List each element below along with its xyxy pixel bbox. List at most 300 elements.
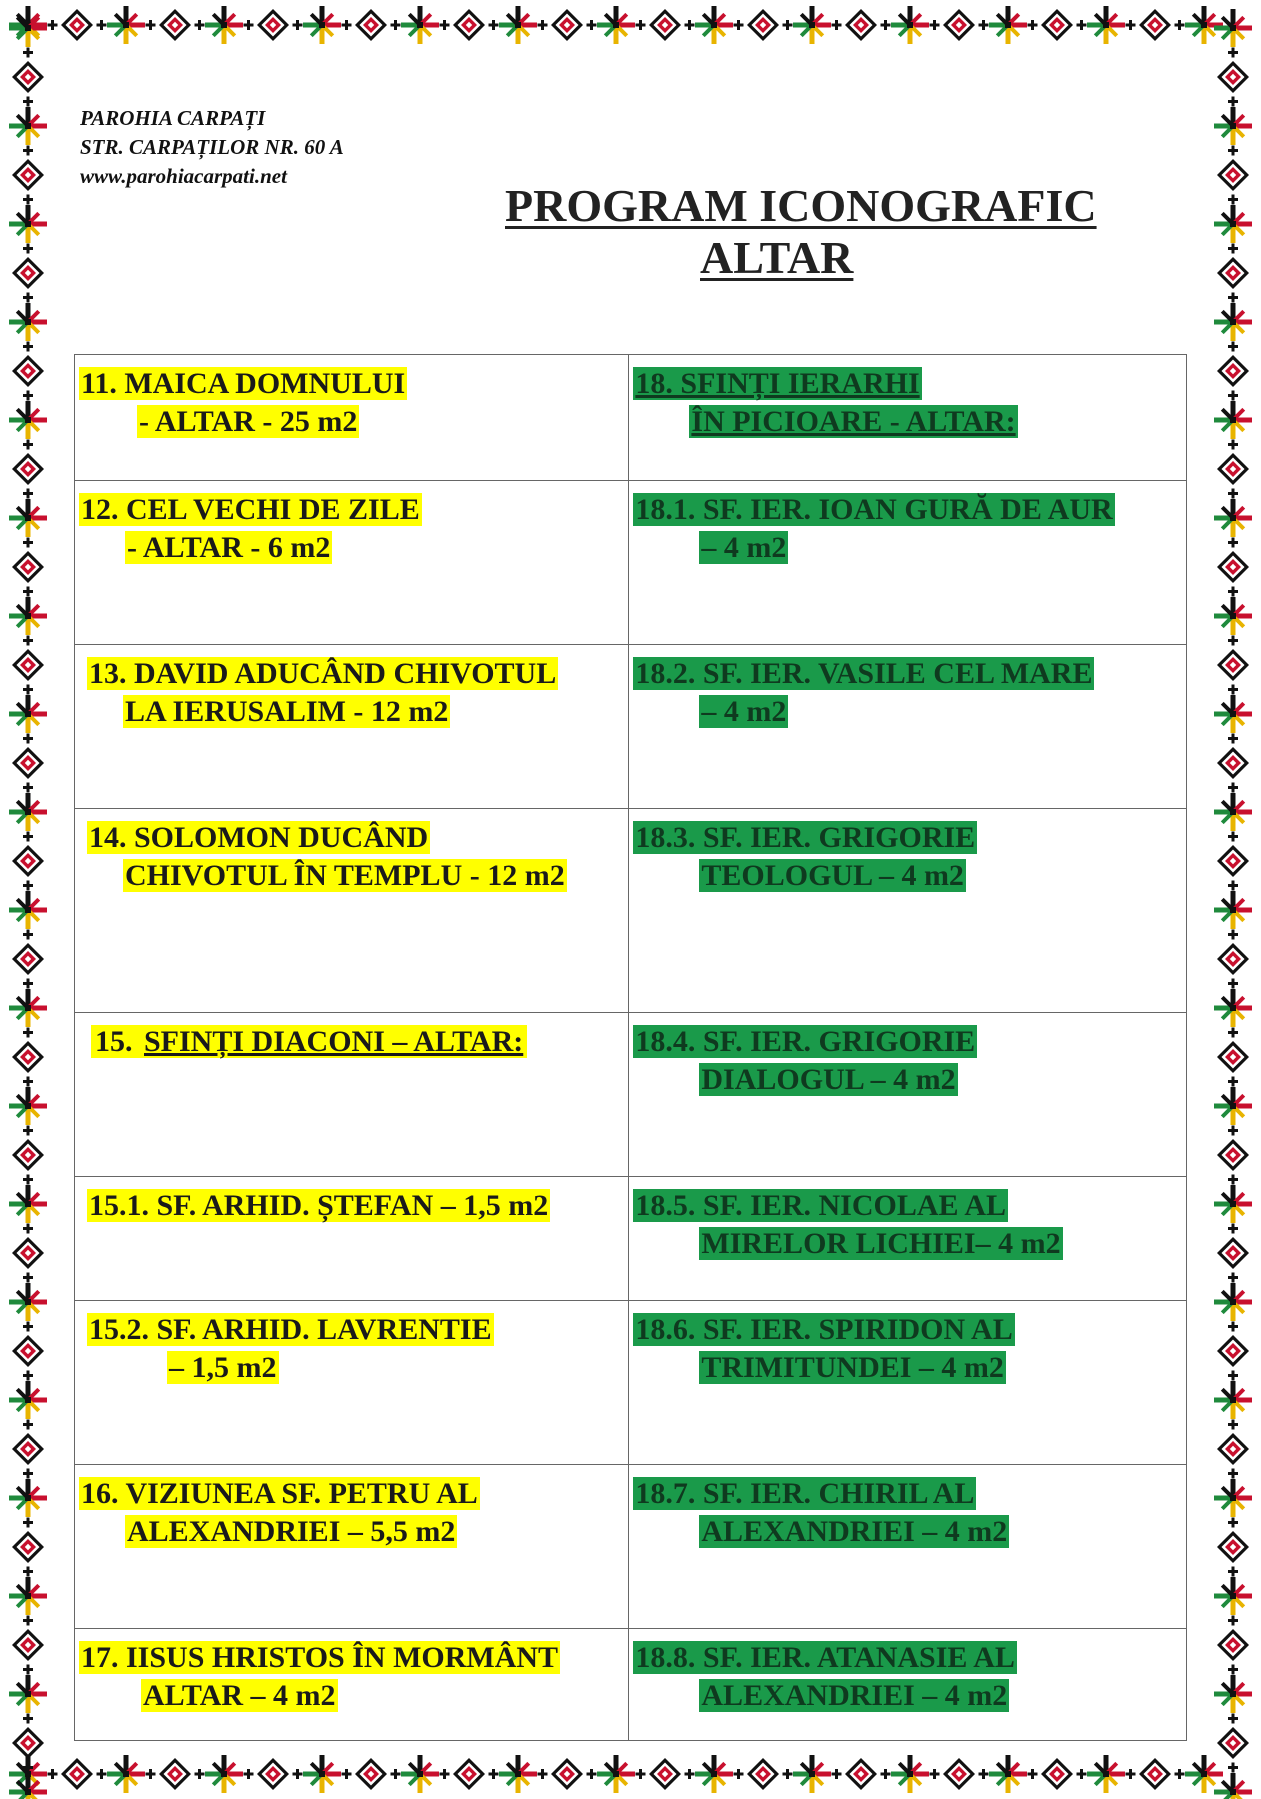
- cross-motif: [1228, 979, 1238, 989]
- diamond-motif: [1217, 551, 1249, 583]
- cross-motif: [1228, 783, 1238, 793]
- diamond-motif: [1139, 9, 1171, 41]
- item-text: TRIMITUNDEI – 4 m2: [701, 1351, 1004, 1384]
- star-motif: [9, 205, 47, 243]
- star-motif: [9, 1773, 47, 1799]
- cross-motif: [489, 1769, 499, 1779]
- star-motif: [695, 1755, 733, 1793]
- right-cell: [629, 355, 1187, 481]
- star-motif: [793, 6, 831, 44]
- cross-motif: [1228, 1371, 1238, 1381]
- diamond-motif: [1217, 1531, 1249, 1563]
- cross-motif: [1228, 489, 1238, 499]
- cross-motif: [23, 1224, 33, 1234]
- diamond-motif: [257, 9, 289, 41]
- cross-motif: [1228, 1273, 1238, 1283]
- item-text: TEOLOGUL – 4 m2: [701, 859, 964, 892]
- diamond-motif: [12, 845, 44, 877]
- star-motif: [891, 6, 929, 44]
- cross-motif: [979, 20, 989, 30]
- right-cell: [629, 1013, 1187, 1177]
- left-cell: [75, 1177, 629, 1301]
- cross-motif: [1228, 1763, 1238, 1773]
- diamond-motif: [12, 1531, 44, 1563]
- star-motif: [1087, 6, 1125, 44]
- cross-motif: [881, 1769, 891, 1779]
- right-cell: [629, 1177, 1187, 1301]
- table-row: [75, 1013, 1187, 1177]
- cross-motif: [587, 20, 597, 30]
- star-motif: [9, 1381, 47, 1419]
- left-cell: [75, 1301, 629, 1465]
- diamond-motif: [355, 9, 387, 41]
- item-text: 18.8. SF. IER. ATANASIE AL: [635, 1641, 1015, 1674]
- cross-motif: [195, 20, 205, 30]
- cross-motif: [1228, 587, 1238, 597]
- cross-motif: [23, 1126, 33, 1136]
- cross-motif: [1228, 1714, 1238, 1724]
- star-motif: [205, 6, 243, 44]
- star-motif: [9, 107, 47, 145]
- cross-motif: [1228, 195, 1238, 205]
- cross-motif: [23, 1567, 33, 1577]
- diamond-motif: [551, 9, 583, 41]
- folk-border-left: [0, 0, 56, 1799]
- diamond-motif: [61, 1758, 93, 1790]
- cross-motif: [1228, 342, 1238, 352]
- cross-motif: [23, 1616, 33, 1626]
- star-motif: [9, 1479, 47, 1517]
- cross-motif: [1228, 1322, 1238, 1332]
- cross-motif: [685, 20, 695, 30]
- cross-motif: [23, 1175, 33, 1185]
- cross-motif: [1228, 48, 1238, 58]
- item-text: – 4 m2: [701, 695, 787, 728]
- item-text: 15.1. SF. ARHID. ȘTEFAN – 1,5 m2: [89, 1189, 549, 1222]
- star-motif: [1214, 891, 1252, 929]
- item-text: 15.2. SF. ARHID. LAVRENTIE: [89, 1313, 492, 1346]
- left-cell: [75, 481, 629, 645]
- star-motif: [1214, 1479, 1252, 1517]
- diamond-motif: [1217, 61, 1249, 93]
- table-row: [75, 645, 1187, 809]
- title-line-2: ALTAR: [700, 232, 854, 283]
- cross-motif: [1228, 1665, 1238, 1675]
- diamond-motif: [1139, 1758, 1171, 1790]
- cross-motif: [636, 20, 646, 30]
- cross-motif: [23, 1371, 33, 1381]
- cross-motif: [440, 1769, 450, 1779]
- star-motif: [9, 891, 47, 929]
- star-motif: [401, 6, 439, 44]
- cross-motif: [23, 685, 33, 695]
- star-motif: [989, 1755, 1027, 1793]
- cross-motif: [1228, 146, 1238, 156]
- star-motif: [107, 1755, 145, 1793]
- right-cell: [629, 645, 1187, 809]
- cross-motif: [1126, 1769, 1136, 1779]
- title-line-1: PROGRAM ICONOGRAFIC: [505, 180, 1097, 231]
- cross-motif: [636, 1769, 646, 1779]
- star-motif: [9, 695, 47, 733]
- diamond-motif: [943, 9, 975, 41]
- cross-motif: [23, 489, 33, 499]
- diamond-motif: [1217, 159, 1249, 191]
- diamond-motif: [12, 1335, 44, 1367]
- cross-motif: [23, 440, 33, 450]
- star-motif: [1214, 1087, 1252, 1125]
- item-text: ALEXANDRIEI – 4 m2: [701, 1515, 1008, 1548]
- cross-motif: [930, 20, 940, 30]
- diamond-motif: [1041, 9, 1073, 41]
- diamond-motif: [845, 1758, 877, 1790]
- diamond-motif: [257, 1758, 289, 1790]
- left-cell: [75, 1013, 629, 1177]
- star-motif: [401, 1755, 439, 1793]
- star-motif: [9, 9, 47, 47]
- folk-border-right: [1205, 0, 1261, 1799]
- cross-motif: [1077, 1769, 1087, 1779]
- cross-motif: [1228, 1616, 1238, 1626]
- right-cell: [629, 1465, 1187, 1629]
- star-motif: [1214, 793, 1252, 831]
- cross-motif: [23, 930, 33, 940]
- cross-motif: [23, 97, 33, 107]
- diamond-motif: [649, 1758, 681, 1790]
- diamond-motif: [845, 9, 877, 41]
- cross-motif: [195, 1769, 205, 1779]
- cross-motif: [930, 1769, 940, 1779]
- item-text: 18.4. SF. IER. GRIGORIE: [635, 1025, 976, 1058]
- diamond-motif: [1217, 1629, 1249, 1661]
- item-text: MIRELOR LICHIEI– 4 m2: [701, 1227, 1061, 1260]
- parish-name: PAROHIA CARPAȚI: [80, 106, 266, 130]
- item-text: 18.3. SF. IER. GRIGORIE: [635, 821, 976, 854]
- diamond-motif: [1217, 943, 1249, 975]
- right-cell: [629, 1301, 1187, 1465]
- diamond-motif: [12, 159, 44, 191]
- cross-motif: [293, 1769, 303, 1779]
- cross-motif: [146, 20, 156, 30]
- item-number: 15.: [95, 1025, 133, 1058]
- diamond-motif: [1217, 1727, 1249, 1759]
- item-text: 12. CEL VECHI DE ZILE: [81, 493, 420, 526]
- diamond-motif: [12, 1433, 44, 1465]
- cross-motif: [1228, 293, 1238, 303]
- diamond-motif: [1217, 1041, 1249, 1073]
- cross-motif: [23, 1322, 33, 1332]
- diamond-motif: [1217, 649, 1249, 681]
- cross-motif: [23, 1469, 33, 1479]
- cross-motif: [342, 20, 352, 30]
- table-row: [75, 1301, 1187, 1465]
- star-motif: [9, 1185, 47, 1223]
- star-motif: [1214, 107, 1252, 145]
- cross-motif: [23, 195, 33, 205]
- star-motif: [1214, 1577, 1252, 1615]
- item-text: 13. DAVID ADUCÂND CHIVOTUL: [89, 657, 557, 690]
- item-text: – 1,5 m2: [169, 1351, 277, 1384]
- star-motif: [793, 1755, 831, 1793]
- diamond-motif: [12, 355, 44, 387]
- cross-motif: [1228, 538, 1238, 548]
- table-row: [75, 1629, 1187, 1741]
- star-motif: [597, 1755, 635, 1793]
- cross-motif: [1228, 881, 1238, 891]
- cross-motif: [1228, 1567, 1238, 1577]
- cross-motif: [1077, 20, 1087, 30]
- star-motif: [303, 1755, 341, 1793]
- right-cell: [629, 481, 1187, 645]
- star-motif: [499, 6, 537, 44]
- table-row: [75, 809, 1187, 1013]
- cross-motif: [1228, 391, 1238, 401]
- star-motif: [1214, 303, 1252, 341]
- left-cell: [75, 355, 629, 481]
- star-motif: [9, 989, 47, 1027]
- cross-motif: [1228, 97, 1238, 107]
- left-cell: [75, 1465, 629, 1629]
- cross-motif: [440, 20, 450, 30]
- diamond-motif: [12, 257, 44, 289]
- star-motif: [9, 401, 47, 439]
- cross-motif: [23, 783, 33, 793]
- item-text: DIALOGUL – 4 m2: [701, 1063, 956, 1096]
- diamond-motif: [12, 747, 44, 779]
- cross-motif: [23, 734, 33, 744]
- cross-motif: [23, 1518, 33, 1528]
- diamond-motif: [12, 551, 44, 583]
- star-motif: [9, 597, 47, 635]
- cross-motif: [783, 1769, 793, 1779]
- diamond-motif: [12, 943, 44, 975]
- cross-motif: [538, 20, 548, 30]
- cross-motif: [244, 1769, 254, 1779]
- diamond-motif: [12, 1041, 44, 1073]
- star-motif: [1214, 401, 1252, 439]
- diamond-motif: [453, 1758, 485, 1790]
- cross-motif: [244, 20, 254, 30]
- item-text: 18.2. SF. IER. VASILE CEL MARE: [635, 657, 1093, 690]
- star-motif: [9, 499, 47, 537]
- table-row: [75, 355, 1187, 481]
- item-text: ÎN PICIOARE - ALTAR:: [691, 405, 1016, 438]
- item-text: ALTAR – 4 m2: [143, 1679, 336, 1712]
- table-row: [75, 1177, 1187, 1301]
- right-cell: [629, 1629, 1187, 1741]
- star-motif: [1214, 1773, 1252, 1799]
- table-row: [75, 481, 1187, 645]
- diamond-motif: [1217, 747, 1249, 779]
- star-motif: [9, 793, 47, 831]
- item-text: – 4 m2: [701, 531, 787, 564]
- item-text: ALEXANDRIEI – 5,5 m2: [127, 1515, 456, 1548]
- diamond-motif: [1217, 355, 1249, 387]
- cross-motif: [23, 1273, 33, 1283]
- cross-motif: [23, 832, 33, 842]
- cross-motif: [23, 538, 33, 548]
- cross-motif: [881, 20, 891, 30]
- star-motif: [9, 1087, 47, 1125]
- star-motif: [891, 1755, 929, 1793]
- cross-motif: [23, 1420, 33, 1430]
- right-cell: [629, 809, 1187, 1013]
- diamond-motif: [1217, 257, 1249, 289]
- left-cell: [75, 1629, 629, 1741]
- item-text: [91, 1025, 527, 1058]
- diamond-motif: [12, 1727, 44, 1759]
- cross-motif: [1228, 734, 1238, 744]
- star-motif: [989, 6, 1027, 44]
- star-motif: [695, 6, 733, 44]
- cross-motif: [23, 636, 33, 646]
- cross-motif: [734, 1769, 744, 1779]
- item-text: - ALTAR - 25 m2: [139, 405, 358, 438]
- cross-motif: [23, 1714, 33, 1724]
- cross-motif: [97, 20, 107, 30]
- item-text: 16. VIZIUNEA SF. PETRU AL: [81, 1477, 478, 1510]
- diamond-motif: [747, 1758, 779, 1790]
- cross-motif: [1228, 1028, 1238, 1038]
- star-motif: [1087, 1755, 1125, 1793]
- diamond-motif: [943, 1758, 975, 1790]
- star-motif: [205, 1755, 243, 1793]
- cross-motif: [979, 1769, 989, 1779]
- cross-motif: [587, 1769, 597, 1779]
- diamond-motif: [649, 9, 681, 41]
- star-motif: [499, 1755, 537, 1793]
- diamond-motif: [61, 9, 93, 41]
- folk-border-bottom: [0, 1749, 1261, 1799]
- cross-motif: [538, 1769, 548, 1779]
- item-text: 18. SFINȚI IERARHI: [635, 367, 920, 400]
- diamond-motif: [1217, 453, 1249, 485]
- cross-motif: [23, 293, 33, 303]
- cross-motif: [342, 1769, 352, 1779]
- cross-motif: [1228, 1077, 1238, 1087]
- diamond-motif: [1041, 1758, 1073, 1790]
- cross-motif: [23, 48, 33, 58]
- star-motif: [1214, 9, 1252, 47]
- diamond-motif: [12, 1629, 44, 1661]
- cross-motif: [1228, 1420, 1238, 1430]
- diamond-motif: [1217, 1237, 1249, 1269]
- diamond-motif: [159, 9, 191, 41]
- diamond-motif: [12, 61, 44, 93]
- cross-motif: [391, 20, 401, 30]
- item-text: ALEXANDRIEI – 4 m2: [701, 1679, 1008, 1712]
- star-motif: [1214, 499, 1252, 537]
- cross-motif: [23, 342, 33, 352]
- diamond-motif: [1217, 1139, 1249, 1171]
- cross-motif: [1228, 1126, 1238, 1136]
- star-motif: [1214, 1381, 1252, 1419]
- cross-motif: [1028, 1769, 1038, 1779]
- diamond-motif: [747, 9, 779, 41]
- cross-motif: [146, 1769, 156, 1779]
- diamond-motif: [12, 1237, 44, 1269]
- diamond-motif: [551, 1758, 583, 1790]
- star-motif: [303, 6, 341, 44]
- item-text: 11. MAICA DOMNULUI: [81, 367, 406, 400]
- cross-motif: [1228, 244, 1238, 254]
- star-motif: [1214, 1675, 1252, 1713]
- cross-motif: [1228, 440, 1238, 450]
- item-heading: SFINȚI DIACONI – ALTAR:: [144, 1025, 524, 1058]
- star-motif: [1214, 695, 1252, 733]
- parish-address: STR. CARPAȚILOR NR. 60 A: [80, 135, 344, 159]
- cross-motif: [293, 20, 303, 30]
- cross-motif: [23, 244, 33, 254]
- table-row: [75, 1465, 1187, 1629]
- item-text: CHIVOTUL ÎN TEMPLU - 12 m2: [125, 859, 565, 892]
- parish-website: www.parohiacarpati.net: [80, 164, 287, 188]
- cross-motif: [23, 1077, 33, 1087]
- cross-motif: [1228, 1175, 1238, 1185]
- star-motif: [1214, 1283, 1252, 1321]
- star-motif: [9, 1577, 47, 1615]
- star-motif: [9, 1283, 47, 1321]
- diamond-motif: [453, 9, 485, 41]
- item-text: 18.6. SF. IER. SPIRIDON AL: [635, 1313, 1013, 1346]
- cross-motif: [23, 881, 33, 891]
- folk-border-top: [0, 0, 1261, 50]
- cross-motif: [783, 20, 793, 30]
- cross-motif: [23, 1665, 33, 1675]
- cross-motif: [23, 1763, 33, 1773]
- iconographic-program-table: [74, 354, 1187, 1741]
- item-text: - ALTAR - 6 m2: [127, 531, 331, 564]
- parish-header: [80, 104, 344, 191]
- cross-motif: [23, 979, 33, 989]
- left-cell: [75, 809, 629, 1013]
- cross-motif: [1028, 20, 1038, 30]
- diamond-motif: [1217, 1335, 1249, 1367]
- star-motif: [1214, 205, 1252, 243]
- item-text: 14. SOLOMON DUCÂND: [89, 821, 429, 854]
- star-motif: [9, 1675, 47, 1713]
- cross-motif: [97, 1769, 107, 1779]
- cross-motif: [1228, 1224, 1238, 1234]
- cross-motif: [832, 20, 842, 30]
- diamond-motif: [1217, 1433, 1249, 1465]
- star-motif: [1214, 597, 1252, 635]
- star-motif: [9, 303, 47, 341]
- cross-motif: [23, 587, 33, 597]
- cross-motif: [489, 20, 499, 30]
- item-text: 18.7. SF. IER. CHIRIL AL: [635, 1477, 975, 1510]
- item-text: 17. IISUS HRISTOS ÎN MORMÂNT: [81, 1641, 559, 1674]
- cross-motif: [23, 146, 33, 156]
- diamond-motif: [12, 1139, 44, 1171]
- cross-motif: [23, 391, 33, 401]
- cross-motif: [1228, 685, 1238, 695]
- cross-motif: [1228, 832, 1238, 842]
- cross-motif: [1175, 20, 1185, 30]
- diamond-motif: [12, 453, 44, 485]
- cross-motif: [1228, 1469, 1238, 1479]
- diamond-motif: [355, 1758, 387, 1790]
- item-text: 18.5. SF. IER. NICOLAE AL: [635, 1189, 1007, 1222]
- diamond-motif: [159, 1758, 191, 1790]
- cross-motif: [1228, 1518, 1238, 1528]
- item-text: 18.1. SF. IER. IOAN GURĂ DE AUR: [635, 493, 1113, 526]
- diamond-motif: [1217, 845, 1249, 877]
- cross-motif: [1126, 20, 1136, 30]
- item-text: LA IERUSALIM - 12 m2: [125, 695, 449, 728]
- cross-motif: [685, 1769, 695, 1779]
- star-motif: [107, 6, 145, 44]
